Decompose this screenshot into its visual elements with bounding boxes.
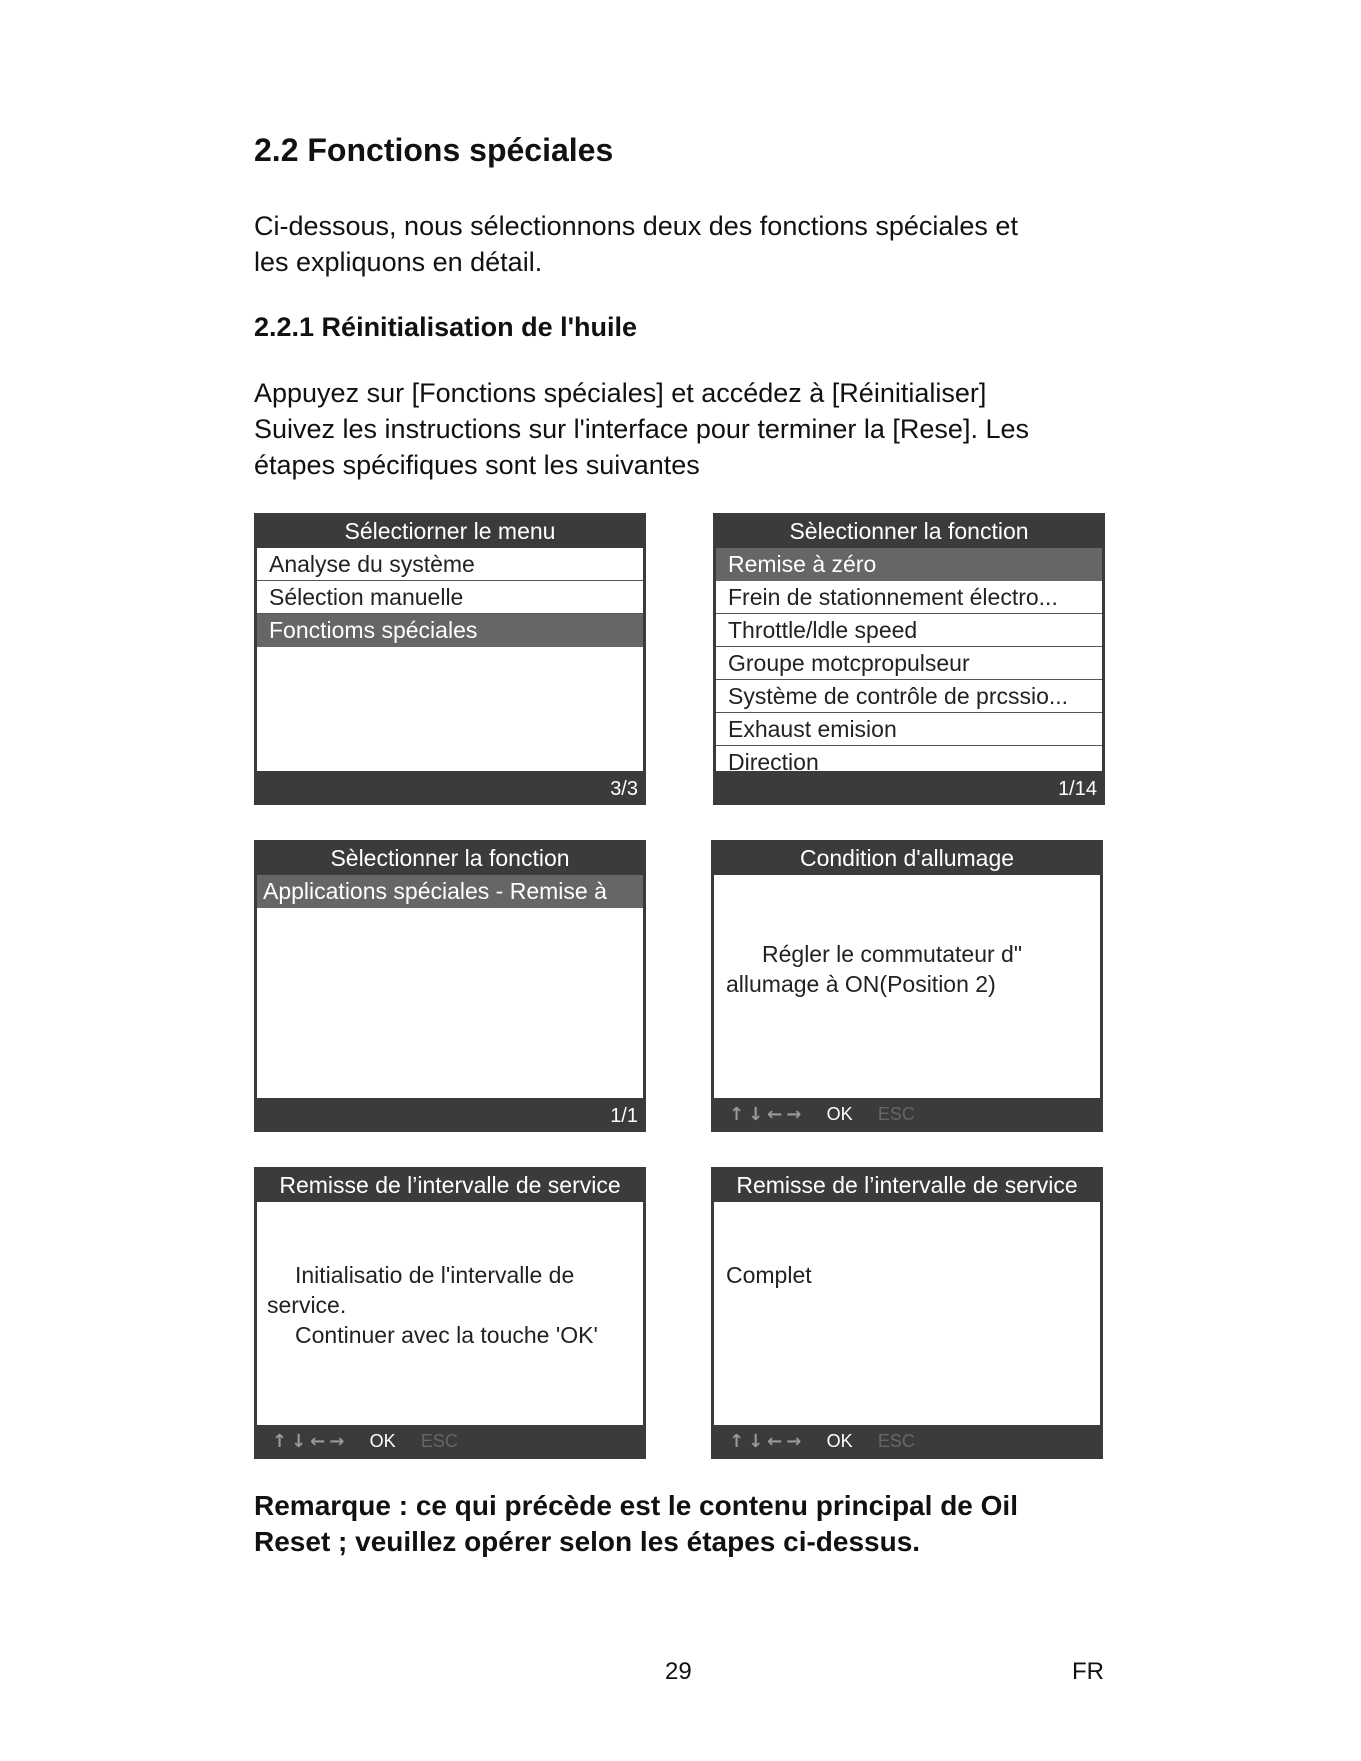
ok-key[interactable]: OK: [369, 1431, 396, 1451]
screen-select-application: [254, 840, 646, 1132]
function-item-epb[interactable]: Frein de stationnement électro...: [716, 581, 1102, 614]
screen-header: Sélectiorner le menu: [344, 518, 556, 544]
esc-key[interactable]: ESC: [877, 1431, 915, 1451]
page-indicator: 3/3: [610, 778, 638, 800]
arrow-keys-icon: ↑↓←→: [729, 1431, 806, 1452]
remark-note: Remarque : ce qui précède est le contenu principal de Oil Reset ; veuillez opérer selon les étapes ci-dessus.: [254, 1490, 1018, 1557]
message-area: [257, 1202, 643, 1425]
page-indicator: 1/1: [610, 1105, 638, 1127]
key-hints: [729, 1104, 915, 1126]
screen-service-interval-init: [254, 1167, 646, 1459]
message-area: [714, 1202, 1100, 1425]
screen-service-interval-complete: [711, 1167, 1103, 1459]
screen-footer: [254, 1425, 646, 1459]
ignition-message: Régler le commutateur d" allumage à ON(Position 2): [726, 941, 1022, 997]
menu-item-manual-selection[interactable]: Sélection manuelle: [257, 581, 643, 614]
screen-select-function: [713, 513, 1105, 805]
intro-text: Ci-dessous, nous sélectionnons deux des fonctions spéciales et les expliquons en détail.: [254, 211, 1018, 277]
function-item-direction[interactable]: Direction: [716, 746, 1102, 771]
section-title: 2.2 Fonctions spéciales: [254, 132, 614, 168]
language-code: FR: [1072, 1658, 1104, 1685]
ok-key[interactable]: OK: [826, 1104, 853, 1124]
menu-item-system-analysis[interactable]: Analyse du système: [257, 548, 643, 581]
page-number: 29: [665, 1658, 692, 1685]
screen-select-menu: [254, 513, 646, 805]
esc-key[interactable]: ESC: [420, 1431, 458, 1451]
subsection-title: 2.2.1 Réinitialisation de l'huile: [254, 312, 638, 342]
screen-header: Remisse de l’intervalle de service: [736, 1172, 1078, 1198]
screen-header: Sèlectionner la fonction: [330, 845, 570, 871]
key-hints: [729, 1431, 915, 1453]
screen-footer: [711, 1425, 1103, 1459]
menu-list: [257, 548, 643, 771]
function-list: [716, 548, 1102, 771]
screen-footer: [711, 1098, 1103, 1132]
screen-footer: [254, 771, 646, 805]
instructions-text: Appuyez sur [Fonctions spéciales] et accédez à [Réinitialiser] Suivez les instructions sur l'interface pour terminer la [Rese]. Les étapes spécifiques sont les suivantes: [254, 378, 1029, 480]
page-indicator: 1/14: [1058, 778, 1097, 800]
menu-item-special-functions[interactable]: Fonctioms spéciales: [257, 614, 643, 647]
function-item-pressure-control[interactable]: Système de contrôle de prcssio...: [716, 680, 1102, 713]
application-list: [257, 875, 643, 1098]
function-item-reset[interactable]: Remise à zéro: [716, 548, 1102, 581]
ok-key[interactable]: OK: [826, 1431, 853, 1451]
screen-footer: [713, 771, 1105, 805]
screen-footer: [254, 1098, 646, 1132]
screen-header: Remisse de l’intervalle de service: [279, 1172, 621, 1198]
arrow-keys-icon: ↑↓←→: [729, 1104, 806, 1125]
application-item-special-reset[interactable]: Applications spéciales - Remise à: [257, 875, 643, 908]
function-item-throttle[interactable]: Throttle/ldle speed: [716, 614, 1102, 647]
message-area: [714, 875, 1100, 1098]
service-init-message: Initialisatio de l'intervalle de service. Continuer avec la touche 'OK': [267, 1262, 598, 1348]
arrow-keys-icon: ↑↓←→: [272, 1431, 349, 1452]
function-item-exhaust[interactable]: Exhaust emision: [716, 713, 1102, 746]
screen-header: Sèlectionner la fonction: [789, 518, 1029, 544]
screen-header: Condition d'allumage: [799, 845, 1015, 871]
key-hints: [272, 1431, 458, 1453]
function-item-powertrain[interactable]: Groupe motcpropulseur: [716, 647, 1102, 680]
esc-key[interactable]: ESC: [877, 1104, 915, 1124]
complete-message: Complet: [726, 1262, 812, 1288]
screen-ignition-condition: [711, 840, 1103, 1132]
